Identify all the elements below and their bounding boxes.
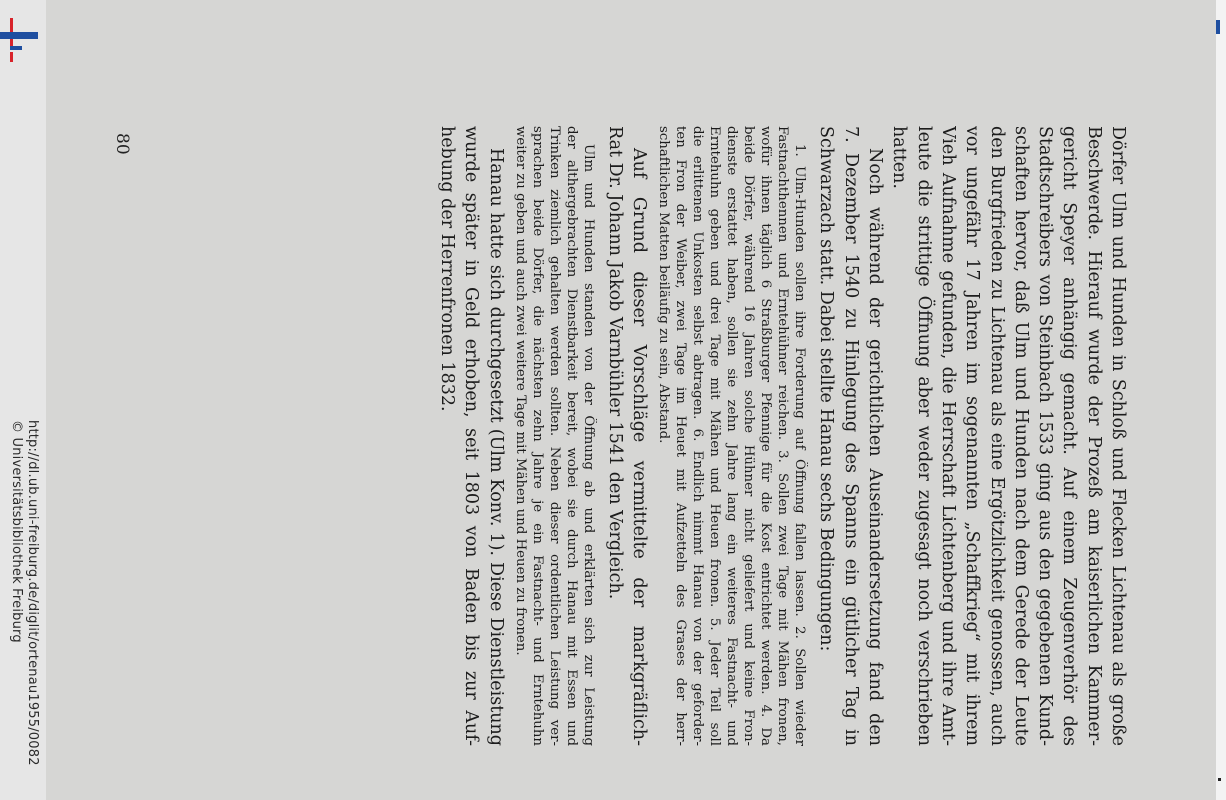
text-line: wofür ihnen täglich 6 Straßburger Pfennige für die Kost entrichtet werden. 4. Da <box>758 126 774 746</box>
text-line: Auf Grund dieser Vorschläge vermittelte der markgräflich- <box>629 148 650 746</box>
viewer-right-margin <box>1216 0 1226 800</box>
text-line: der althergebrachten Dienstbarkeit bereit, wobei sie durch Hanau mit Essen und <box>563 126 579 746</box>
watermark-copyright: © Universitätsbibliothek Freiburg <box>9 420 24 643</box>
text-line: beide Dörfer, während 16 Jahren solche Hühner nicht geliefert und keine Fron- <box>741 126 757 746</box>
text-line: Fastnachthennen und Erntehühner reichen. 3. Sollen zwei Tage mit Mähen fronen, <box>775 126 791 746</box>
text-line: Rat Dr. Johann Jakob Varnbühler 1541 den Vergleich. <box>604 126 625 600</box>
paragraph-p1 <box>887 126 1130 746</box>
text-line: Vieh Aufnahme gefunden, die Herrschaft Lichtenberg und ihre Amt- <box>937 126 958 746</box>
paragraph-p4 <box>603 126 652 746</box>
text-line: ten Fron der Weiber, zwei Tage im Heuet mit Aufzetteln des Grases der herr- <box>673 126 689 746</box>
page-edge-marker <box>1216 20 1220 34</box>
text-line: den Burgfrieden zu Lichtenau als eine Ergötzlichkeit genossen, auch <box>986 126 1007 746</box>
text-line: sprachen beide Dörfer, die nächsten zehn Jahre je ein Fastnacht- und Erntehuhn <box>529 126 545 746</box>
text-line: wurde später in Geld erhoben, seit 1803 von Baden bis zur Auf- <box>461 126 482 746</box>
text-line: hebung der Herrenfronen 1832. <box>436 126 457 412</box>
watermark-url: http://dl.ub.uni-freiburg.de/diglit/ortenau1955/0082 <box>25 420 40 766</box>
paragraph-p6 <box>435 126 508 746</box>
text-line: Ulm und Hunden standen von der Öffnung ab und erklärten sich zur Leistung <box>580 144 596 746</box>
text-line: leute die strittige Öffnung aber weder zugesagt noch verschrieben <box>913 126 934 746</box>
text-line: die erlittenen Unkosten selbst abtragen. 6. Endlich nimmt Hanau von der geforder- <box>690 126 706 746</box>
watermark <box>8 420 40 766</box>
page-number: 80 <box>112 133 132 155</box>
text-line: Erntehuhn geben und drei Tage mit Mähen und Heuen fronen. 5. Jeder Teil soll <box>707 126 723 746</box>
text-line: Dörfer Ulm und Hunden in Schloß und Flecken Lichtenau als große <box>1108 126 1128 746</box>
text-line: Beschwerde. Hierauf wurde der Prozeß am kaiserlichen Kammer- <box>1083 126 1104 746</box>
text-line: 7. Dezember 1540 zu Hinlegung des Spanns ein gütlicher Tag in <box>840 126 861 746</box>
paragraph-p3-small <box>655 126 808 746</box>
text-line: vor ungefähr 17 Jahren im sogenannten „Schaffkrieg“ mit ihrem <box>962 126 983 746</box>
text-line: gericht Speyer anhängig gemacht. Auf einem Zeugenverhör des <box>1059 126 1080 746</box>
text-line: Trinken ziemlich gehalten werden sollten. Neben dieser ordentlichen Leistung ver- <box>546 126 562 746</box>
text-line: Hanau hatte sich durchgesetzt (Ulm Konv. 1). Diese Dienstleistung <box>485 148 506 746</box>
text-line: Stadtschreibers von Steinbach 1533 ging aus den gegebenen Kund- <box>1035 126 1056 746</box>
paragraph-p5-small <box>512 126 597 746</box>
text-line: Schwarzach statt. Dabei stellte Hanau sechs Bedingungen: <box>816 126 837 652</box>
page-edge-dot <box>1218 778 1221 781</box>
text-line: 1. Ulm-Hunden sollen ihre Forderung auf Öffnung fallen lassen. 2. Sollen wieder <box>792 144 808 746</box>
text-line: Noch während der gerichtlichen Auseinandersetzung fand den <box>865 148 886 746</box>
text-line: dienste erstattet haben, sollen sie zehn Jahre lang ein weiteres Fastnacht- und <box>724 126 740 746</box>
paragraph-p2 <box>814 126 887 746</box>
text-line: hatten. <box>889 126 910 189</box>
text-line: schaftlichen Matten beiläufig zu sein, Abstand. <box>656 126 672 444</box>
text-line: schaften hervor, daß Ulm und Hunden nach dem Gerede der Leute <box>1010 126 1031 746</box>
text-line: weiter zu geben und auch zwei weitere Tage mit Mähen und Heuen zu fronen. <box>512 126 528 656</box>
page-text <box>435 126 1130 746</box>
library-logo-icon <box>0 18 40 54</box>
